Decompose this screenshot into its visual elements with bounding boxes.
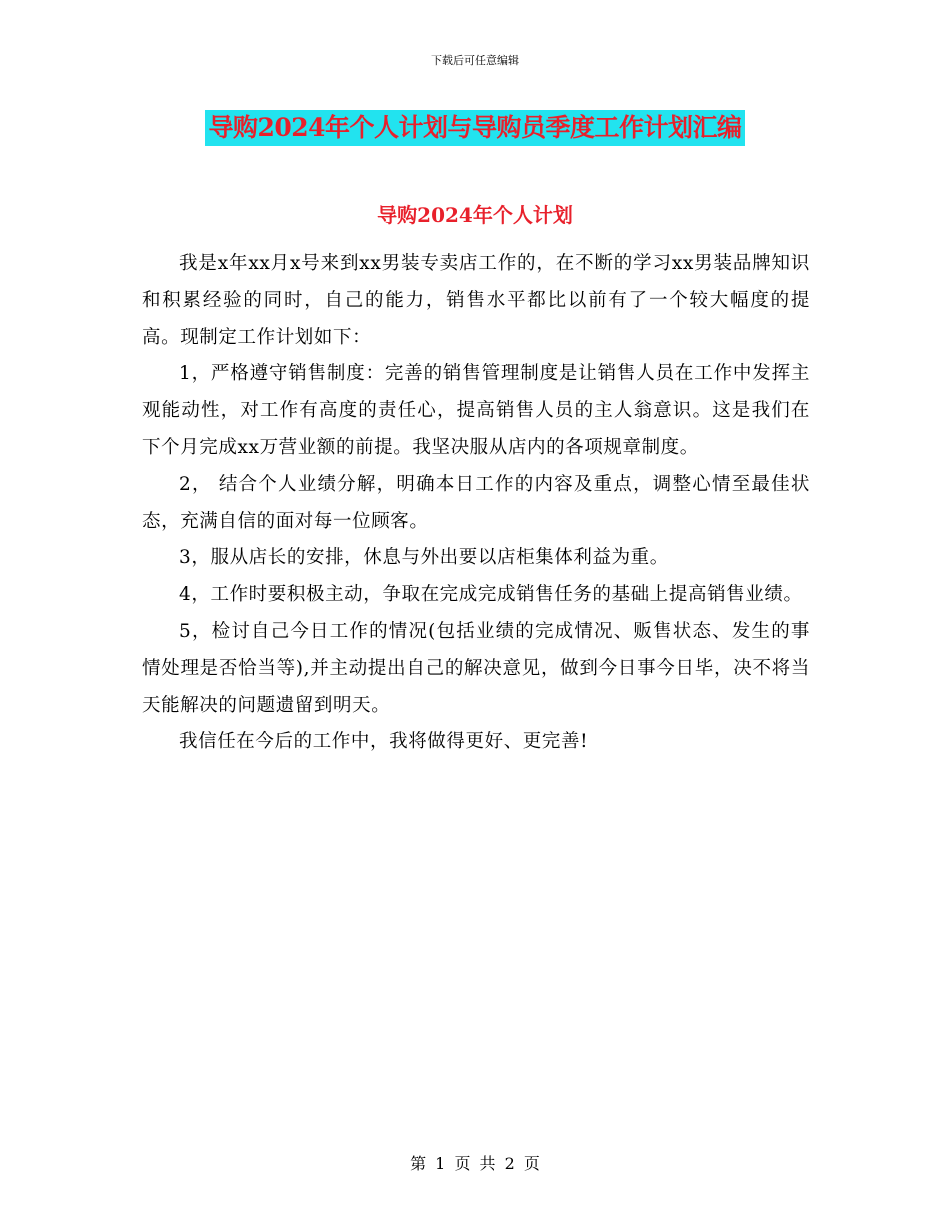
page-number: 第 1 页 共 2 页 xyxy=(410,1154,540,1173)
paragraph-item-5: 5，检讨自己今日工作的情况(包括业绩的完成情况、贩售状态、发生的事情处理是否恰当等),并主动提出自己的解决意见，做到今日事今日毕，决不将当天能解决的问题遗留到明天。 xyxy=(142,620,810,716)
paragraph-item-2: 2， 结合个人业绩分解，明确本日工作的内容及重点，调整心情至最佳状态，充满自信的面对每一位顾客。 xyxy=(142,473,810,532)
paragraph-closing: 我信任在今后的工作中，我将做得更好、更完善! xyxy=(179,731,589,753)
paragraph-item-4: 4，工作时要积极主动，争取在完成完成销售任务的基础上提高销售业绩。 xyxy=(179,584,803,606)
main-title-container xyxy=(0,110,950,146)
section-title: 导购2024年个人计划 xyxy=(377,203,573,227)
main-title: 导购2024年个人计划与导购员季度工作计划汇编 xyxy=(205,110,744,146)
document-body xyxy=(142,246,810,761)
paragraph-intro: 我是x年xx月x号来到xx男装专卖店工作的，在不断的学习xx男装品牌知识和积累经验的同时，自己的能力，销售水平都比以前有了一个较大幅度的提高。现制定工作计划如下： xyxy=(142,253,810,348)
header-note: 下载后可任意编辑 xyxy=(431,54,519,67)
paragraph-item-1: 1，严格遵守销售制度：完善的销售管理制度是让销售人员在工作中发挥主观能动性，对工作有高度的责任心，提高销售人员的主人翁意识。这是我们在下个月完成xx万营业额的前提。我坚决服从店内的各项规章制度。 xyxy=(142,363,810,458)
paragraph-item-3: 3，服从店长的安排，休息与外出要以店柜集体利益为重。 xyxy=(179,547,669,569)
